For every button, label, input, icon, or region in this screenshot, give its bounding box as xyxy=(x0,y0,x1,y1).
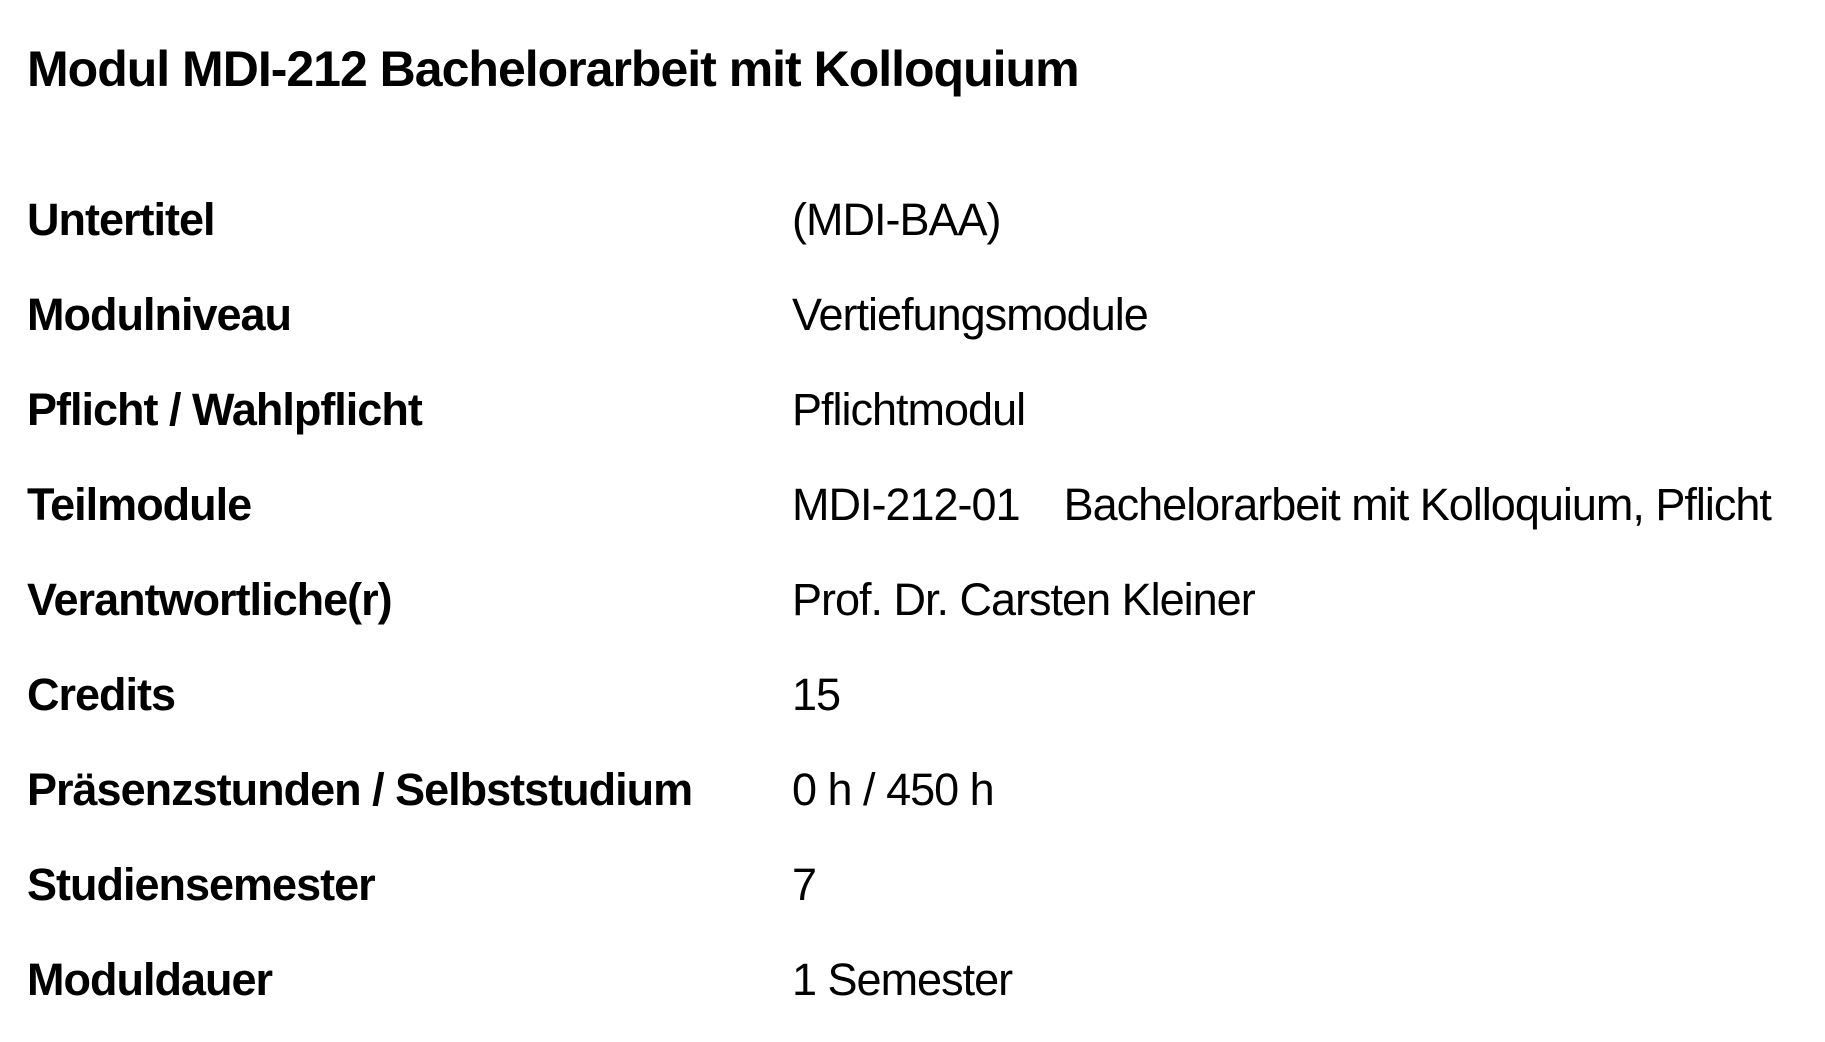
property-label: Untertitel xyxy=(27,194,215,245)
module-page xyxy=(27,0,1807,1027)
property-row-moduldauer xyxy=(27,947,1807,1042)
property-label: Präsenzstunden / Selbststudium xyxy=(27,764,693,815)
property-value: 7 xyxy=(792,859,817,910)
property-row-studiensemester xyxy=(27,852,1807,947)
property-row-credits xyxy=(27,662,1807,757)
property-row-modulniveau xyxy=(27,282,1807,377)
property-row-untertitel xyxy=(27,187,1807,282)
property-row-praesenzstunden xyxy=(27,757,1807,852)
property-label: Moduldauer xyxy=(27,954,272,1005)
property-label: Pflicht / Wahlpflicht xyxy=(27,384,422,435)
property-row-pflicht xyxy=(27,377,1807,472)
property-value: Vertiefungsmodule xyxy=(792,289,1148,340)
submodule-title: Bachelorarbeit mit Kolloquium, Pflicht xyxy=(1063,479,1771,530)
property-row-verantwortliche xyxy=(27,567,1807,662)
submodule-code: MDI-212-01 xyxy=(792,479,1020,530)
property-label: Teilmodule xyxy=(27,479,252,530)
property-label: Studiensemester xyxy=(27,859,375,910)
property-label: Modulniveau xyxy=(27,289,292,340)
property-label: Credits xyxy=(27,669,176,720)
property-value: 0 h / 450 h xyxy=(792,764,994,815)
property-value: 1 Semester xyxy=(792,954,1013,1005)
property-value-submodule xyxy=(792,472,1771,538)
property-value: Pflichtmodul xyxy=(792,384,1026,435)
property-label: Verantwortliche(r) xyxy=(27,574,392,625)
property-value: Prof. Dr. Carsten Kleiner xyxy=(792,574,1255,625)
property-row-teilmodule xyxy=(27,472,1807,567)
module-properties xyxy=(27,187,1807,1042)
property-value: (MDI-BAA) xyxy=(792,194,1001,245)
property-value: 15 xyxy=(792,669,841,720)
module-title: Modul MDI-212 Bachelorarbeit mit Kolloquium xyxy=(27,41,1079,97)
